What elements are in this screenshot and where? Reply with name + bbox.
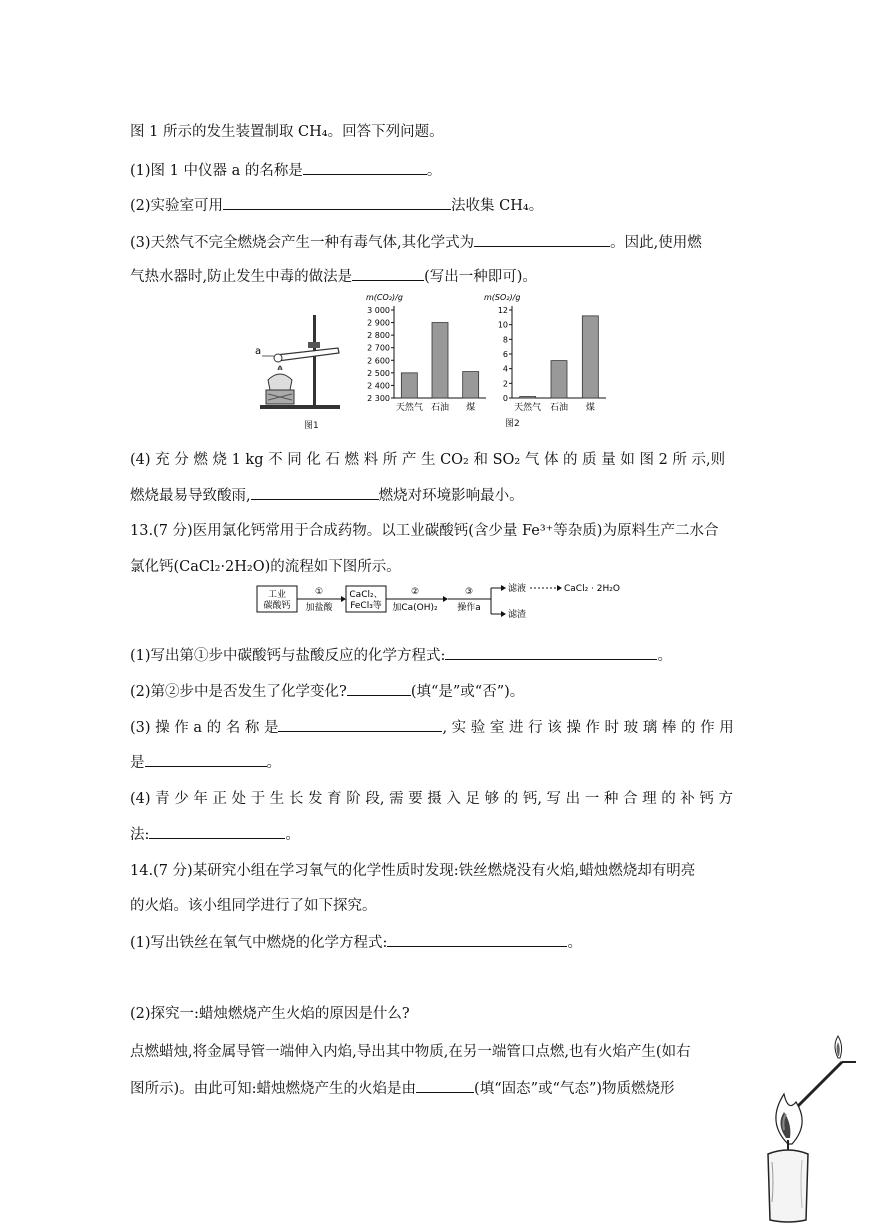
y-tick-label: 3 000 — [367, 306, 390, 315]
problem-13-q4b — [130, 823, 300, 844]
q3-text: (3)天然气不完全燃烧会产生一种有毒气体,其化学式为 — [130, 235, 475, 251]
flow-step2-label: 加Ca(OH)₂ — [392, 603, 438, 613]
y-tick-label: 2 300 — [367, 394, 390, 403]
figure-1-apparatus — [250, 310, 350, 430]
problem-14-q2: (2)探究一:蜡烛燃烧产生火焰的原因是什么? — [130, 1006, 410, 1022]
answer-blank[interactable] — [387, 932, 567, 947]
question-3b — [130, 265, 537, 286]
y-tick-label: 0 — [502, 394, 508, 403]
problem-13-q4: (4) 青 少 年 正 处 于 生 长 发 育 阶 段, 需 要 摄 入 足 够 的 钙, 写 出 一 种 合 理 的 补 钙 方 — [130, 791, 734, 807]
candle-drawing — [758, 1032, 866, 1224]
answer-blank[interactable] — [278, 717, 442, 732]
p13q4b-end: 。 — [285, 827, 300, 843]
q3-end: 。因此,使用燃 — [610, 235, 702, 251]
figure-2-charts — [360, 288, 610, 430]
answer-blank[interactable] — [251, 485, 379, 500]
x-tick-label: 天然气 — [395, 403, 423, 413]
candle-figure — [758, 1032, 866, 1224]
bar-0 — [401, 373, 417, 398]
flow-box2-line2: FeCl₃等 — [350, 601, 382, 611]
y-tick-label: 8 — [502, 335, 508, 345]
p14q4-text: 图所示)。由此可知:蜡烛燃烧产生的火焰是由 — [130, 1081, 417, 1097]
answer-blank[interactable] — [347, 681, 411, 696]
p13q2-text: (2)第②步中是否发生了化学变化? — [130, 684, 347, 700]
y-tick-label: 6 — [502, 350, 508, 359]
q4b-end: 燃烧对环境影响最小。 — [378, 488, 524, 504]
question-4: (4) 充 分 燃 烧 1 kg 不 同 化 石 燃 料 所 产 生 CO₂ 和 SO₂ 气 体 的 质 量 如 图 2 所 示,则 — [130, 452, 726, 468]
p13q3b-end: 。 — [266, 755, 281, 771]
question-4b — [130, 484, 524, 505]
problem-13-stem: 13.(7 分)医用氯化钙常用于合成药物。以工业碳酸钙(含少量 Fe³⁺等杂质)为原料生产二水合 — [130, 523, 719, 539]
flow-step1-num: ① — [314, 587, 324, 597]
p13q1-text: (1)写出第①步中碳酸钙与盐酸反应的化学方程式: — [130, 648, 446, 664]
problem-14-stem-2: 的火焰。该小组同学进行了如下探究。 — [130, 898, 377, 914]
so2-bar-chart — [484, 288, 610, 418]
figure-1-caption: 图1 — [304, 421, 319, 431]
y-tick-label: 2 900 — [367, 318, 390, 328]
q3b-end: (写出一种即可)。 — [424, 269, 537, 285]
flow-step1-label: 加盐酸 — [305, 603, 333, 613]
problem-14-q1 — [130, 931, 582, 952]
q3b-text: 气热水器时,防止发生中毒的做法是 — [130, 269, 353, 285]
bar-2 — [582, 316, 598, 398]
q1-end: 。 — [426, 163, 442, 179]
y-tick-label: 10 — [497, 320, 508, 330]
intro-line: 图 1 所示的发生装置制取 CH₄。回答下列问题。 — [130, 124, 444, 140]
apparatus-drawing — [250, 310, 350, 430]
p14q1-text: (1)写出铁丝在氧气中燃烧的化学方程式: — [130, 935, 388, 951]
question-2 — [130, 194, 543, 215]
flow-step2-num: ② — [410, 587, 420, 597]
q2-end: 法收集 CH₄。 — [451, 198, 544, 214]
p13q3-text: (3) 操 作 a 的 名 称 是 — [130, 720, 279, 736]
answer-blank[interactable] — [416, 1078, 474, 1093]
answer-blank[interactable] — [474, 232, 610, 247]
p14q1-end: 。 — [567, 935, 582, 951]
flow-box2-line1: CaCl₂、 — [349, 590, 383, 600]
p13q4b-text: 法: — [130, 827, 150, 843]
co2-bar-chart — [360, 288, 490, 418]
bar-1 — [432, 323, 448, 398]
question-3 — [130, 231, 702, 252]
problem-13-q1 — [130, 644, 672, 665]
x-tick-label: 煤 — [466, 403, 476, 413]
q1-text: (1)图 1 中仪器 a 的名称是 — [130, 163, 303, 179]
answer-blank[interactable] — [145, 752, 267, 767]
figure-2-caption: 图2 — [505, 419, 520, 429]
problem-13-q2 — [130, 680, 524, 701]
x-tick-label: 天然气 — [514, 403, 542, 413]
problem-13-q3 — [130, 716, 734, 737]
p13q3b-text: 是 — [130, 755, 145, 771]
flow-product: CaCl₂ · 2H₂O — [564, 584, 620, 594]
p13q1-end: 。 — [657, 648, 672, 664]
y-tick-label: 2 800 — [367, 331, 390, 341]
flow-residue: 滤渣 — [508, 610, 527, 620]
p14q4-end: (填“固态”或“气态”)物质燃烧形 — [474, 1081, 675, 1097]
answer-blank[interactable] — [303, 160, 427, 175]
y-tick-label: 2 700 — [367, 343, 390, 353]
y-tick-label: 12 — [497, 306, 508, 315]
y-tick-label: 2 400 — [367, 381, 390, 391]
p13q3-end: , 实 验 室 进 行 该 操 作 时 玻 璃 棒 的 作 用 — [442, 720, 734, 736]
x-tick-label: 石油 — [549, 403, 569, 413]
problem-14-q2-body: 点燃蜡烛,将金属导管一端伸入内焰,导出其中物质,在另一端管口点燃,也有火焰产生(如右 — [130, 1044, 691, 1060]
problem-14-stem: 14.(7 分)某研究小组在学习氧气的化学性质时发现:铁丝燃烧没有火焰,蜡烛燃烧却有明亮 — [130, 863, 696, 879]
question-1 — [130, 159, 441, 180]
y-axis-label: m(CO₂)/g — [366, 293, 403, 302]
answer-blank[interactable] — [352, 266, 424, 281]
answer-blank[interactable] — [445, 645, 657, 660]
y-tick-label: 4 — [502, 364, 508, 374]
process-flow-diagram — [255, 580, 635, 624]
p13q2-end: (填“是”或“否”)。 — [410, 684, 525, 700]
bar-0 — [520, 397, 536, 398]
y-tick-label: 2 500 — [367, 368, 390, 378]
flow-filtrate: 滤液 — [508, 584, 527, 594]
problem-13-q3b — [130, 751, 281, 772]
flow-box1-line1: 工业 — [267, 590, 287, 600]
q4b-text: 燃烧最易导致酸雨, — [130, 488, 251, 504]
x-tick-label: 石油 — [430, 403, 450, 413]
answer-blank[interactable] — [223, 195, 451, 210]
q2-text: (2)实验室可用 — [130, 198, 224, 214]
flow-svg — [255, 580, 635, 624]
bar-2 — [463, 372, 479, 398]
bar-1 — [551, 361, 567, 398]
flow-box1-line2: 碳酸钙 — [263, 601, 291, 611]
answer-blank[interactable] — [149, 824, 285, 839]
label-a: a — [255, 346, 262, 357]
problem-13-stem-2: 氯化钙(CaCl₂·2H₂O)的流程如下图所示。 — [130, 559, 401, 575]
flow-step3-num: ③ — [464, 587, 474, 597]
y-tick-label: 2 600 — [367, 356, 390, 366]
problem-14-q2-body-2 — [130, 1077, 675, 1098]
y-tick-label: 2 — [502, 379, 508, 389]
flow-step3-label: 操作a — [457, 603, 481, 613]
x-tick-label: 煤 — [585, 403, 595, 413]
y-axis-label: m(SO₂)/g — [484, 293, 521, 302]
